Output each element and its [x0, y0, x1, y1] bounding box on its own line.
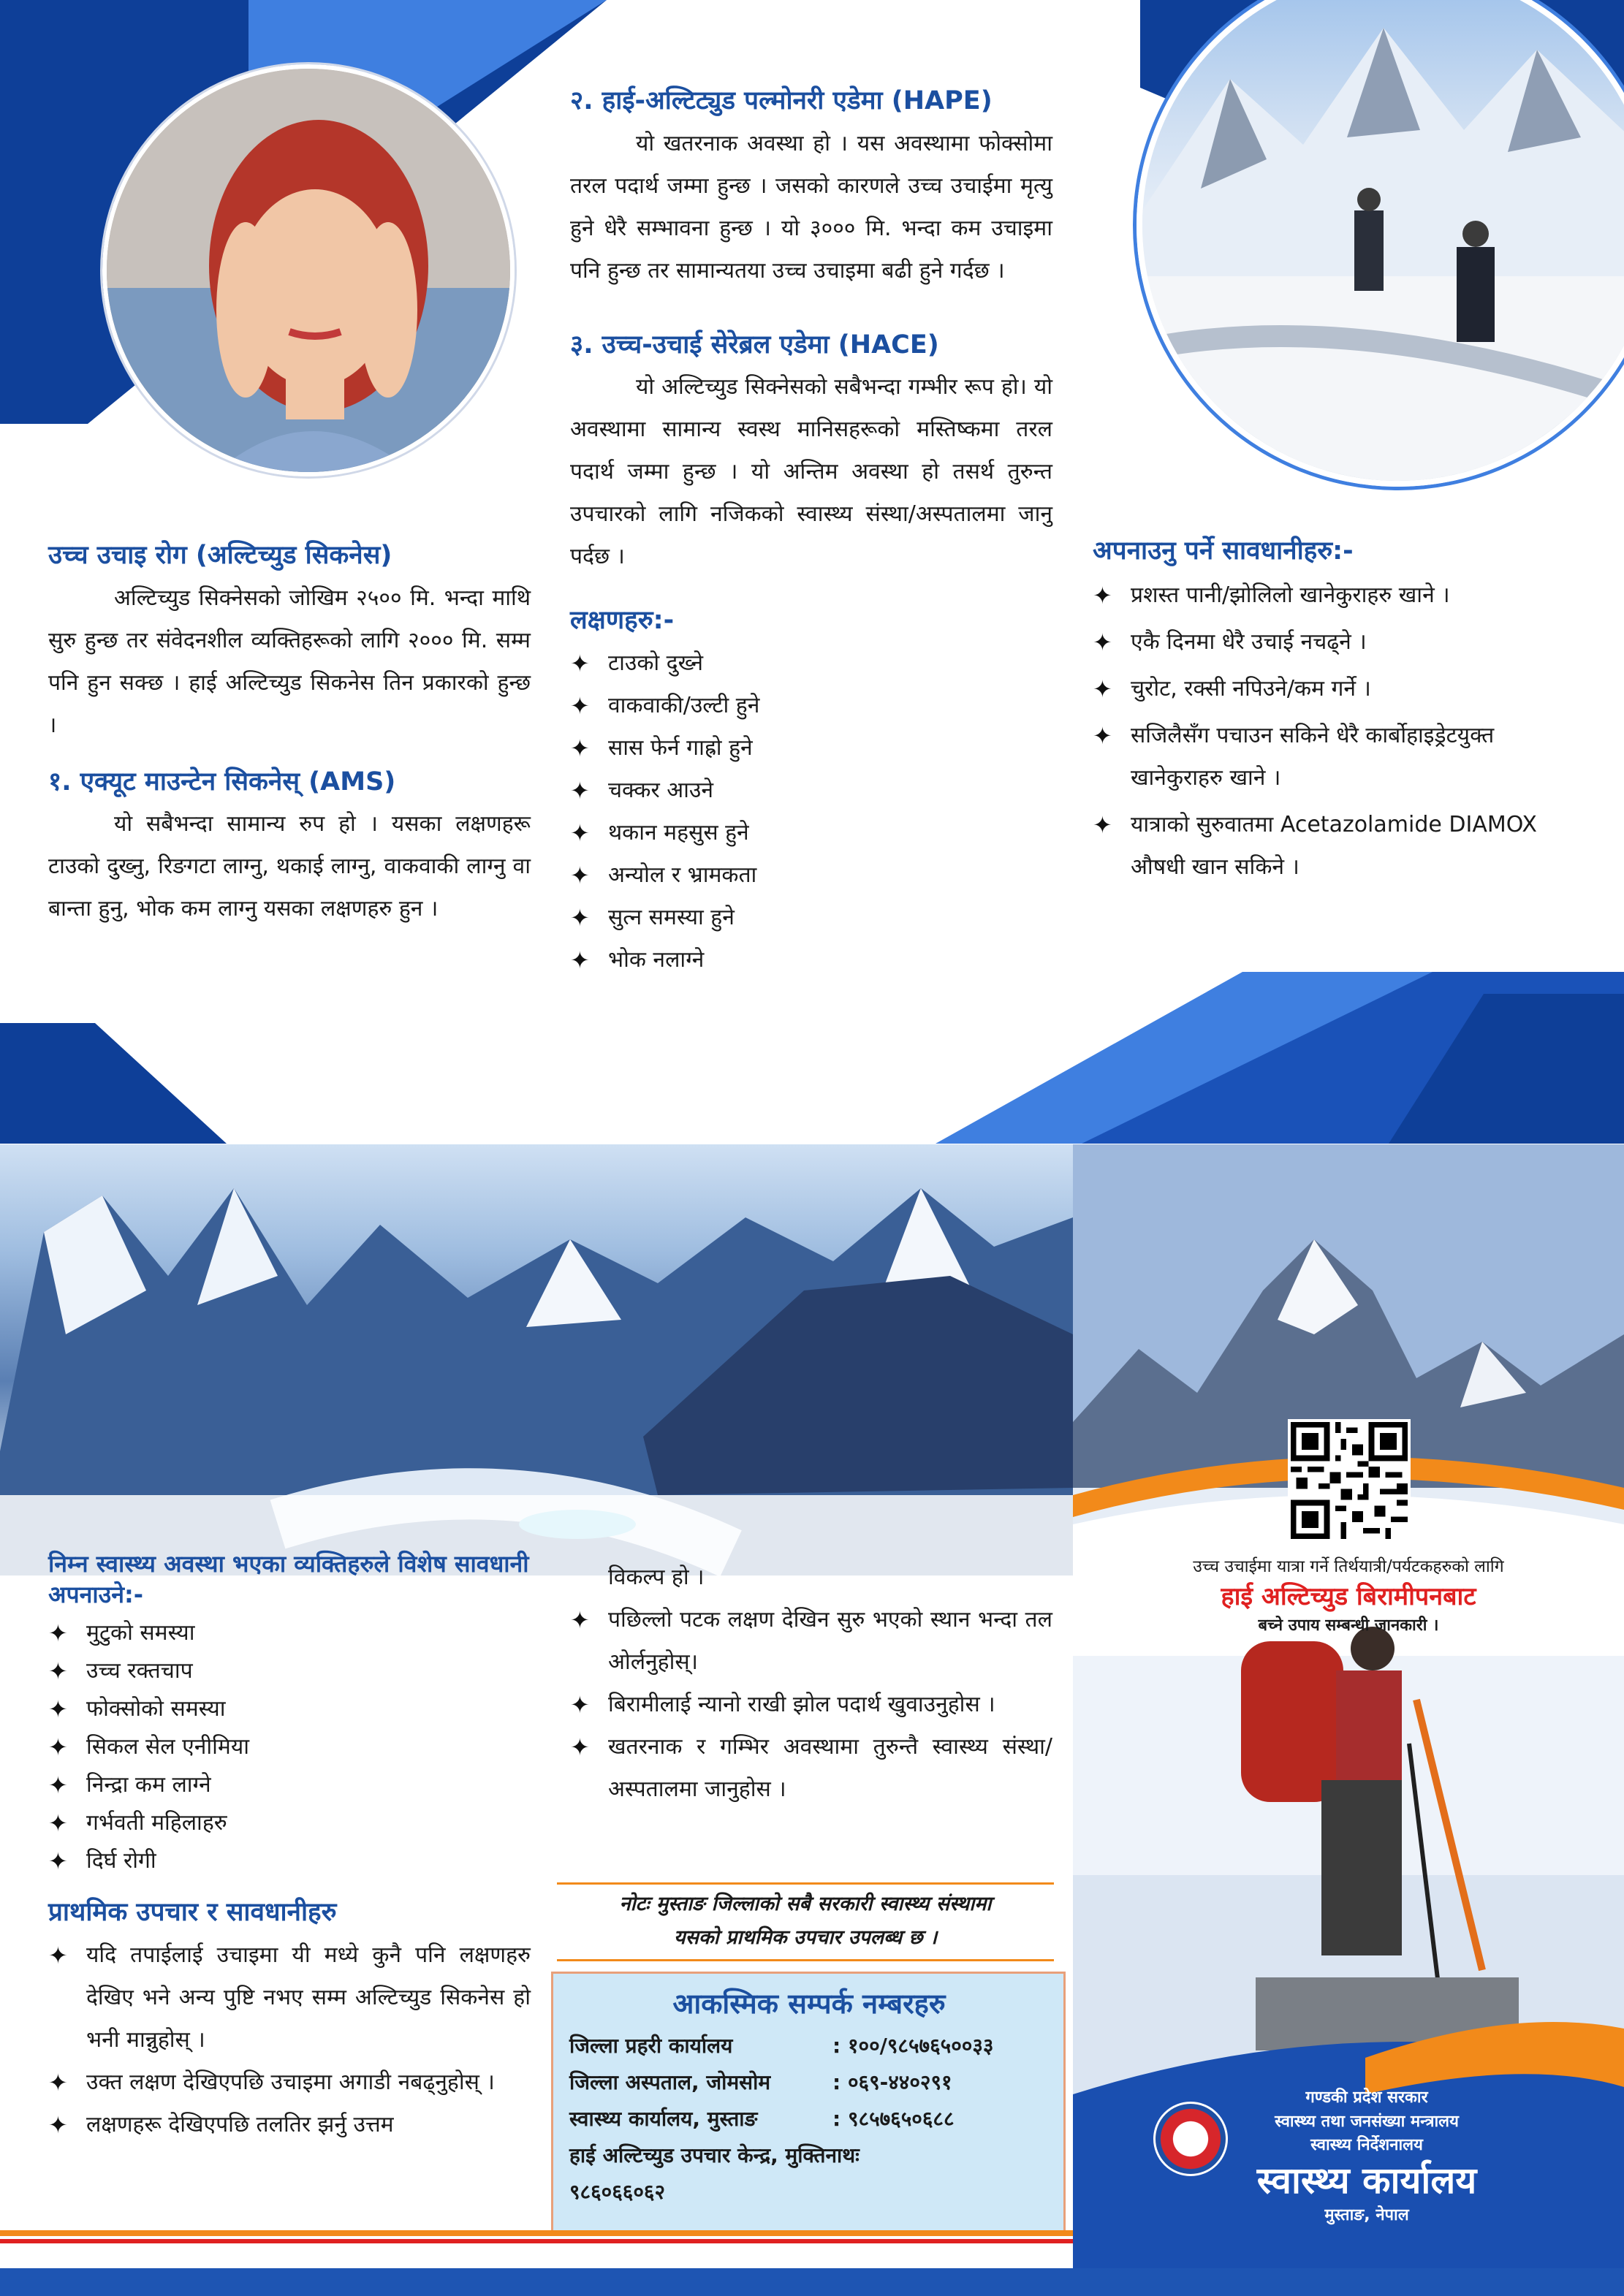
- star-bullet-icon: ✦: [570, 1691, 590, 1719]
- star-bullet-icon: ✦: [48, 2110, 68, 2139]
- emergency-contacts-box: [551, 1972, 1066, 2235]
- precautions-list: [1093, 574, 1575, 889]
- directorate-name: स्वास्थ्य निर्देशनालय: [1310, 2136, 1423, 2154]
- symptoms-title: लक्षणहरु:-: [570, 606, 675, 635]
- contact-number[interactable]: : ०६९-४४०२९१: [832, 2070, 952, 2094]
- list-item: ✦ एकै दिनमा धेरै उचाई नचढ्ने ।: [1093, 621, 1575, 664]
- bottom-red-line: [0, 2239, 1073, 2243]
- star-bullet-icon: ✦: [570, 903, 590, 932]
- cover-title: हाई अल्टिच्युड बिरामीपनबाट: [1221, 1582, 1476, 1611]
- star-bullet-icon: ✦: [570, 861, 590, 889]
- list-item: ✦ चुरोट, रक्सी नपिउने/कम गर्ने ।: [1093, 668, 1575, 710]
- star-bullet-icon: ✦: [570, 818, 590, 847]
- star-bullet-icon: ✦: [570, 649, 590, 677]
- altitude-sickness-paragraph: अल्टिच्युड सिक्नेसको जोखिम २५०० मि. भन्दा माथि सुरु हुन्छ तर संवेदनशील व्यक्तिहरूको लागि २००० मि. सम्म पनि हुन सक्छ । हाई अल्टिच्युड सिकनेस तिन प्रकारको हुन्छ ।: [48, 585, 531, 738]
- contact-name: स्वास्थ्य कार्यालय, मुस्ताङ: [569, 2107, 758, 2131]
- list-item: ✦ खतरनाक र गम्भिर अवस्थामा तुरुन्तै स्वास्थ्य संस्था/अस्पतालमा जानुहोस ।: [570, 1726, 1052, 1811]
- cover-office-block: [1199, 2086, 1535, 2227]
- ams-paragraph: यो सबैभन्दा सामान्य रुप हो । यसका लक्षणहरू टाउको दुख्नु, रिङगटा लाग्नु, थकाई लाग्नु, वाकवाकी लाग्नु वा बान्ता हुनु, भोक कम लाग्नु यसका लक्षणहरु हुन ।: [48, 811, 531, 921]
- list-item: ✦ यात्राको सुरुवातमा Acetazolamide DIAMOX औषधी खान सकिने ।: [1093, 804, 1575, 889]
- hace-title: ३. उच्च-उचाई सेरेब्रल एडेमा (HACE): [570, 330, 939, 360]
- hace-paragraph: यो अल्टिच्युड सिक्नेसको सबैभन्दा गम्भीर रूप हो। यो अवस्थामा सामान्य स्वस्थ मानिसहरूको मस्तिष्कमा तरल पदार्थ जम्मा हुन्छ । यो अन्तिम अवस्था हो तसर्थ तुरुन्त उपचारको लागि नजिकको स्वास्थ्य संस्था/अस्पतालमा जानु पर्दछ ।: [570, 374, 1052, 569]
- cover-text: [1073, 1554, 1624, 1638]
- list-item: ✦ पछिल्लो पटक लक्षण देखिन सुरु भएको स्थान भन्दा तल ओर्लनुहोस्।: [570, 1599, 1052, 1684]
- list-item: ✦ भोक नलाग्ने: [570, 939, 1052, 981]
- bottom-orange-line: [0, 2230, 1073, 2236]
- star-bullet-icon: ✦: [48, 1619, 68, 1648]
- star-bullet-icon: ✦: [48, 1941, 68, 1969]
- star-bullet-icon: ✦: [570, 691, 590, 720]
- bottom-blue-bar: [0, 2268, 1624, 2296]
- star-bullet-icon: ✦: [1093, 810, 1112, 839]
- list-item: ✦ सुत्न समस्या हुने: [570, 897, 1052, 939]
- contact-name: जिल्ला अस्पताल, जोमसोम: [569, 2070, 771, 2094]
- list-item: ✦ सास फेर्न गाह्रो हुने: [570, 727, 1052, 769]
- list-item: ✦ दिर्घ रोगी: [48, 1842, 531, 1880]
- contact-row: [569, 2064, 1049, 2101]
- note-box: [557, 1882, 1054, 1961]
- list-item: ✦ टाउको दुख्ने: [570, 642, 1052, 685]
- star-bullet-icon: ✦: [48, 1657, 68, 1686]
- hape-title: २. हाई-अल्टिट्युड पल्मोनरी एडेमा (HAPE): [570, 86, 993, 115]
- list-item: ✦ थकान महसुस हुने: [570, 812, 1052, 854]
- mountain-landscape-photo: [0, 1144, 1073, 1575]
- contacts-title: आकस्मिक सम्पर्क नम्बरहरु: [672, 1988, 946, 2020]
- altitude-sickness-title: उच्च उचाइ रोग (अल्टिच्युड सिकनेस): [48, 541, 392, 570]
- contact-name: हाई अल्टिच्युड उपचार केन्द्र, मुक्तिनाथः: [569, 2143, 860, 2167]
- first-aid-title: प्राथमिक उपचार र सावधानीहरु: [48, 1898, 337, 1928]
- list-item: ✦ अन्योल र भ्रामकता: [570, 854, 1052, 897]
- star-bullet-icon: ✦: [570, 1606, 590, 1634]
- hape-paragraph: यो खतरनाक अवस्था हो । यस अवस्थामा फोक्सोमा तरल पदार्थ जम्मा हुन्छ । जसको कारणले उच्च उचाईमा मृत्यु हुने धेरै सम्भावना हुन्छ । यो ३००० मि. भन्दा कम उचाइमा पनि हुन्छ तर सामान्यतया उच्च उचाइमा बढी हुने गर्दछ ।: [570, 130, 1052, 284]
- list-item: ✦ लक्षणहरू देखिएपछि तलतिर झर्नु उत्तम: [48, 2104, 531, 2146]
- star-bullet-icon: ✦: [1093, 721, 1112, 750]
- precautions-title: अपनाउनु पर्ने सावधानीहरु:-: [1093, 536, 1354, 566]
- list-item: ✦ वाकवाकी/उल्टी हुने: [570, 685, 1052, 727]
- first-aid-list: [48, 1934, 531, 2146]
- panel-right-top: [1093, 535, 1575, 889]
- panel-middle-bottom: [570, 1556, 1052, 1811]
- cover-subtitle: उच्च उचाईमा यात्रा गर्ने तिर्थयात्री/पर्यटकहरुको लागि: [1193, 1557, 1504, 1576]
- office-location: मुस्ताङ, नेपाल: [1324, 2206, 1409, 2224]
- conditions-list: [48, 1614, 531, 1880]
- star-bullet-icon: ✦: [570, 776, 590, 805]
- star-bullet-icon: ✦: [1093, 674, 1112, 703]
- list-item: ✦ फोक्सोको समस्या: [48, 1690, 531, 1728]
- gov-name: गण्डकी प्रदेश सरकार: [1305, 2088, 1428, 2107]
- panel-middle-top: [570, 85, 1052, 981]
- star-bullet-icon: ✦: [570, 946, 590, 974]
- star-bullet-icon: ✦: [48, 1733, 68, 1762]
- panel-left-bottom: [48, 1549, 531, 2146]
- panel-left-top: [48, 539, 531, 930]
- contact-number[interactable]: : ९८५७६५०६८८: [832, 2107, 955, 2131]
- list-item: ✦ गर्भवती महिलाहरु: [48, 1804, 531, 1842]
- special-care-title: निम्न स्वास्थ्य अवस्था भएका व्यक्तिहरुले विशेष सावधानी अपनाउने:-: [48, 1550, 529, 1608]
- star-bullet-icon: ✦: [48, 1695, 68, 1724]
- list-item: ✦ निन्द्रा कम लाग्ने: [48, 1766, 531, 1804]
- office-name: स्वास्थ्य कार्यालय: [1256, 2159, 1477, 2202]
- list-item: ✦ उक्त लक्षण देखिएपछि उचाइमा अगाडी नबढ्नुहोस् ।: [48, 2061, 531, 2104]
- symptoms-list: [570, 642, 1052, 981]
- star-bullet-icon: ✦: [48, 1847, 68, 1876]
- star-bullet-icon: ✦: [1093, 581, 1112, 609]
- star-bullet-icon: ✦: [48, 2068, 68, 2097]
- contact-row: [569, 2101, 1049, 2137]
- list-item: ✦ उच्च रक्तचाप: [48, 1652, 531, 1690]
- cover-tagline: बच्ने उपाय सम्बन्धी जानकारी ।: [1258, 1616, 1439, 1635]
- star-bullet-icon: ✦: [1093, 628, 1112, 656]
- list-item: ✦ यदि तपाईलाई उचाइमा यी मध्ये कुनै पनि लक्षणहरु देखिए भने अन्य पुष्टि नभए सम्म अल्टिच्युड सिकनेस हो भनी मान्नुहोस् ।: [48, 1934, 531, 2061]
- list-item: ✦ बिरामीलाई न्यानो राखी झोल पदार्थ खुवाउनुहोस ।: [570, 1684, 1052, 1726]
- note-line-1: नोटः मुस्ताङ जिल्लाको सबै सरकारी स्वास्थ्य संस्थामा: [619, 1893, 992, 1915]
- qr-code[interactable]: [1288, 1419, 1411, 1542]
- contact-name: जिल्ला प्रहरी कार्यालय: [569, 2034, 733, 2058]
- headache-woman-photo: [102, 64, 515, 476]
- list-item: ✦ सजिलैसँग पचाउन सकिने धेरै कार्बोहाइड्रेटयुक्त खानेकुराहरु खाने ।: [1093, 715, 1575, 799]
- first-aid-cont-list: [570, 1599, 1052, 1811]
- contact-row-last: [569, 2137, 1049, 2211]
- star-bullet-icon: ✦: [570, 734, 590, 762]
- ams-title: १. एक्यूट माउन्टेन सिकनेस् (AMS): [48, 767, 396, 797]
- contact-number[interactable]: ९८६०६६०६२: [569, 2180, 666, 2204]
- contact-number[interactable]: : १००/९८५७६५००३३: [832, 2034, 994, 2058]
- first-aid-continuation: विकल्प हो ।: [608, 1565, 705, 1590]
- note-line-2: यसको प्राथमिक उपचार उपलब्ध छ ।: [673, 1926, 938, 1949]
- star-bullet-icon: ✦: [48, 1771, 68, 1800]
- star-bullet-icon: ✦: [570, 1733, 590, 1761]
- contact-row: [569, 2028, 1049, 2064]
- list-item: ✦ सिकल सेल एनीमिया: [48, 1728, 531, 1766]
- list-item: ✦ प्रशस्त पानी/झोलिलो खानेकुराहरु खाने ।: [1093, 574, 1575, 617]
- ministry-name: स्वास्थ्य तथा जनसंख्या मन्त्रालय: [1275, 2113, 1459, 2131]
- star-bullet-icon: ✦: [48, 1809, 68, 1838]
- list-item: ✦ मुटुको समस्या: [48, 1614, 531, 1652]
- list-item: ✦ चक्कर आउने: [570, 769, 1052, 812]
